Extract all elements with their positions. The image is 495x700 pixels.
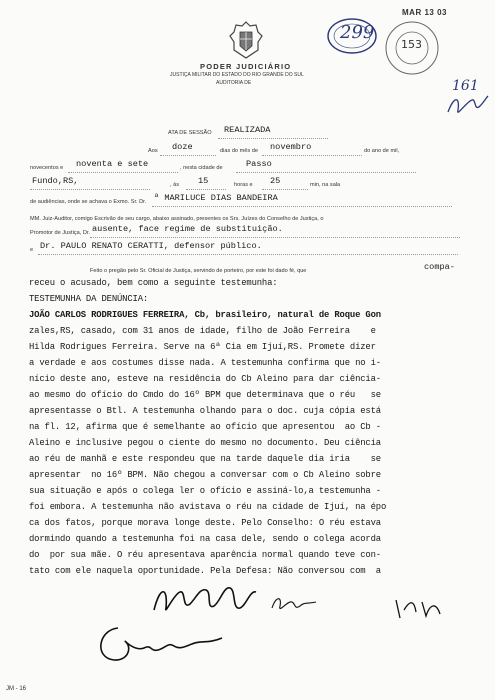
pregao-text: Feito o pregão pelo Sr. Oficial de Justiça, servindo de porteiro, por este foi dado fé, que [90,268,307,274]
header-office: AUDITORIA DE [216,80,252,86]
promotor-value: ausente, face regime de substituição. [92,224,283,234]
handwritten-initials [446,92,490,120]
body-line: na fl. 12, afirma que é semelhante ao ofício que apresentou ao Cb - [29,422,381,432]
body-line: ca dos fatos, porque morava longe deste. Pelo Conselho: O réu estava [29,518,381,528]
as-label: , às [170,182,180,188]
hour-value: 15 [198,176,209,186]
signature-witness [270,592,320,616]
body-line: Aleino e inclusive pegou o ciente do mesmo no documento. Deu ciência [29,438,381,448]
body-line: nício deste ano, esteve na residência do Cb Aleino para dar ciência- [29,374,381,384]
body-line: apresentasse o Btl. A testemunha olhando para o doc. cuja cópia está [29,406,381,416]
seal-page-number: 153 [401,38,422,51]
top-right-stamp-text: MAR 13 03 [402,8,447,17]
body-line: Hilda Rodrigues Ferreira. Serve na 6ª Cia em Ijuí,RS. Promete dizer [29,342,376,352]
city-value: Passo [246,159,272,169]
city-value-continued: Fundo,RS, [32,176,79,186]
sala-text: de audiências, onde se achava o Exmo. Sr. Dr. [30,199,147,205]
e-label: e [30,247,34,253]
horas-label: horas e [234,182,253,188]
novecentos-label: novecentos e [30,165,64,171]
body-line: zales,RS, casado, com 31 anos de idade, filho de João Ferreira e [29,326,376,336]
handwritten-reference: 161 [452,78,479,94]
signature-right [392,596,452,622]
signature-judge [150,580,270,622]
header-title: PODER JUDICIÁRIO [200,62,292,71]
body-line: ao mesmo do ofício do Cmdo do 16º BPM que determinava que o réu se [29,390,381,400]
aos-label: Aos [148,148,158,154]
body-line: tato com ele naquela oportunidade. Pela Defesa: Não conversou com a [29,566,381,576]
body-line: do por sua mãe. O réu apresentava aparência normal quando teve con- [29,550,381,560]
mes-label: dias do mês de [220,148,258,154]
body-line: sua situação e após o colega ler o ofício e assiná-lo,a testemunha - [29,486,381,496]
body-line: a verdade e aos costumes disse nada. A testemunha confirma que no i- [29,358,381,368]
defensor-value: Dr. PAULO RENATO CERATTI, defensor público. [40,241,262,251]
form-code: JM - 16 [6,686,27,692]
signature-bottom-left [88,618,228,666]
ata-value: REALIZADA [224,125,271,135]
minute-value: 25 [270,176,281,186]
promotor-text: Promotor de Justiça, Dr. [30,230,90,236]
judge-value: ª MARILUCE DIAS BANDEIRA [154,193,278,203]
body-line: TESTEMUNHA DA DENÚNCIA: [29,294,149,304]
body-line: JOÃO CARLOS RODRIGUES FERREIRA, Cb, brasileiro, natural de Roque Gon [29,310,381,320]
pregao-typed: compa- [424,262,455,272]
month-value: novembro [270,142,312,152]
cidade-label: , nesta cidade de [180,165,223,171]
body-line: ao réu de manhã e este respondeu que na tarde daquele dia iria se [29,454,381,464]
page-circle-number: 299 [340,22,375,43]
body-line: apresentar no 16º BPM. Não chegou a conversar com o Cb Aleino sobre [29,470,381,480]
day-value: doze [172,142,193,152]
body-line: receu o acusado, bem como a seguinte testemunha: [29,278,278,288]
ano-label: do ano de mil, [364,148,400,154]
year-value: noventa e sete [76,159,149,169]
body-line: dormindo quando a testemunha foi na casa dele, sendo o colega acorda [29,534,381,544]
juiz-text: MM. Juiz-Auditor, comigo Escrivão de seu cargo, abaixo assinado, presentes os Srs. Juízes do Conselho de Justiça, o [30,216,324,222]
body-line: foi embora. A testemunha não avistava o réu na cidade de Ijuí, na épo [29,502,387,512]
min-label: min, na sala [310,182,341,188]
ata-label: ATA DE SESSÃO [168,130,212,136]
header-court: JUSTIÇA MILITAR DO ESTADO DO RIO GRANDE DO SUL [170,72,304,78]
coat-of-arms-icon [228,20,264,60]
